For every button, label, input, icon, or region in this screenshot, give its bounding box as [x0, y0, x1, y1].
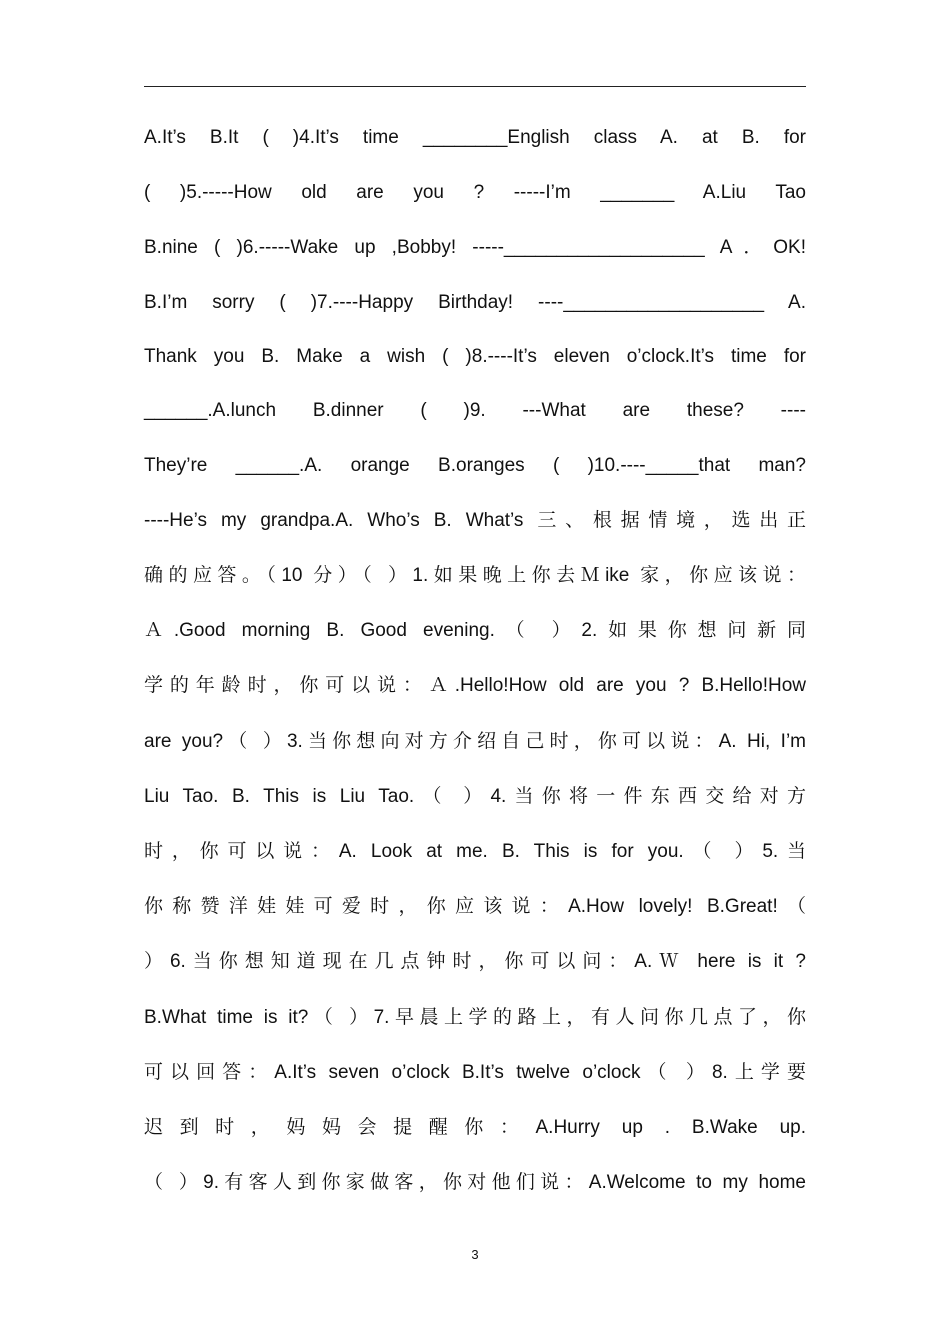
text-line: ）6.当你想知道现在几点钟时，你可以问：A.Ｗ here is it ? — [144, 951, 806, 972]
text-line: ( )5.-----How old are you ? -----I’m _______ A.Liu Tao — [144, 182, 806, 203]
text-line: （ ）9.有客人到你家做客，你对他们说：A.Welcome to my home — [144, 1172, 806, 1193]
page-number: 3 — [471, 1247, 479, 1262]
text-line: Liu Tao. B. This is Liu Tao.（ ）4.当你将一件东西交给对方 — [144, 786, 806, 807]
header-rule — [144, 86, 806, 87]
text-line: 时，你可以说：A. Look at me. B. This is for you.（ ）5.当 — [144, 841, 806, 862]
text-line: B.nine ( )6.-----Wake up ,Bobby! -----___________________ A．OK! — [144, 237, 806, 258]
text-line: ______.A.lunch B.dinner ( )9. ---What are these? ---- — [144, 400, 806, 421]
text-line: 学的年龄时，你可以说：Ａ.Hello!How old are you ? B.Hello!How — [144, 675, 806, 696]
text-line: A.It’s B.It ( )4.It’s time ________English class A. at B. for — [144, 127, 806, 148]
text-line: 确的应答。（10 分）（ ）1.如果晚上你去Ｍike 家，你应该说： — [144, 565, 806, 586]
text-line: B.What time is it?（ ）7.早晨上学的路上，有人问你几点了，你 — [144, 1007, 806, 1028]
text-line: B.I’m sorry ( )7.----Happy Birthday! ----___________________ A. — [144, 292, 806, 313]
text-line: Thank you B. Make a wish ( )8.----It’s eleven o’clock.It’s time for — [144, 346, 806, 367]
text-line: They’re ______.A. orange B.oranges ( )10.----_____that man? — [144, 455, 806, 476]
text-line: Ａ.Good morning B. Good evening.（ ）2.如果你想问新同 — [144, 620, 806, 641]
text-line: 迟到时，妈妈会提醒你：A.Hurry up . B.Wake up. — [144, 1117, 806, 1138]
text-line: are you?（ ）3.当你想向对方介绍自己时，你可以说：A. Hi, I’m — [144, 731, 806, 752]
text-line: 可以回答：A.It’s seven o’clock B.It’s twelve o’clock（ ）8.上学要 — [144, 1062, 806, 1083]
text-line: ----He’s my grandpa.A. Who’s B. What’s 三、根据情境，选出正 — [144, 510, 806, 531]
text-line: 你称赞洋娃娃可爱时，你应该说：A.How lovely! B.Great!（ — [144, 896, 806, 917]
